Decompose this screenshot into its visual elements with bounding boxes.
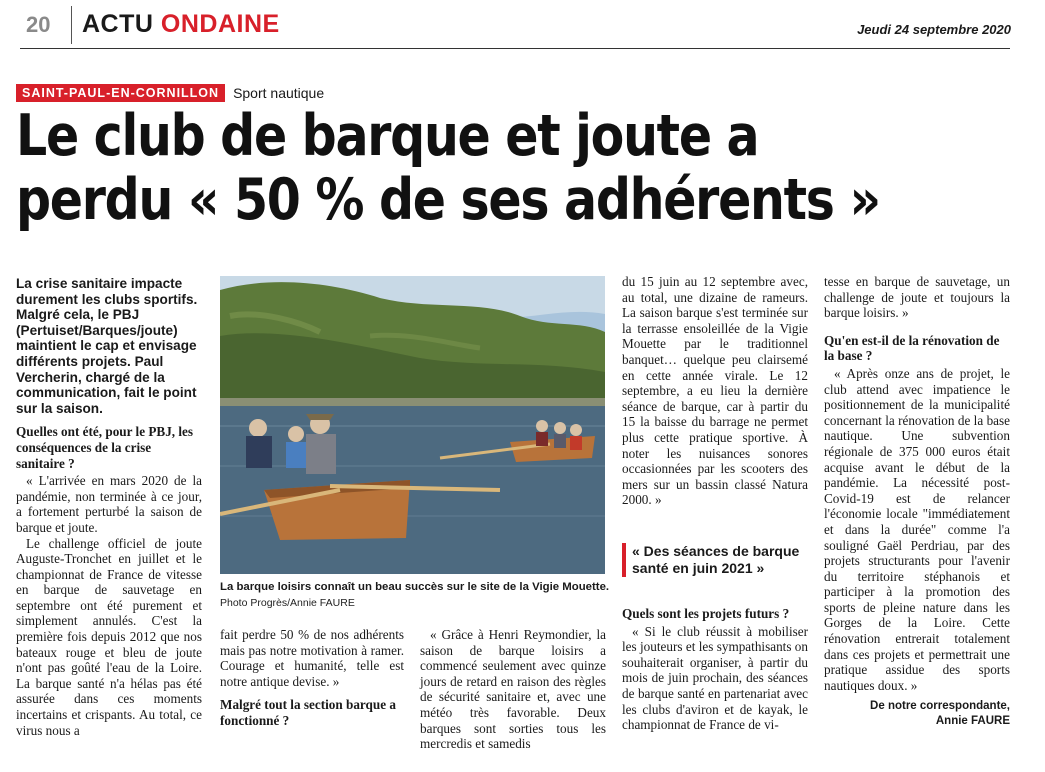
page-header (0, 0, 1045, 52)
section-title-part1: ACTU (82, 10, 154, 38)
question-3: Quels sont les projets futurs ? (622, 606, 790, 621)
header-rule (20, 48, 1010, 49)
headline-line-2: perdu « 50 % de ses adhérents » (16, 167, 880, 233)
article-lede: La crise sanitaire impacte durement les clubs sportifs. Malgré cela, le PBJ (Pertuiset/Barques/joute) maintient le cap et envisage différents projets. Paul Vercherin, chargé de la communication, fait le point sur la saison. (16, 276, 198, 416)
article-column-3 (420, 627, 606, 752)
paragraph: tesse en barque de sauvetage, un challenge de joute et toujours la barque loisirs. » (824, 274, 1010, 321)
headline (16, 103, 880, 233)
question-2: Malgré tout la section barque a fonctionné ? (220, 697, 396, 728)
question-1: Quelles ont été, pour le PBJ, les conséquences de la crise sanitaire ? (16, 424, 194, 471)
photo-caption: La barque loisirs connaît un beau succès sur le site de la Vigie Mouette. (220, 581, 610, 593)
signature-line-1: De notre correspondante, (870, 700, 1010, 713)
paragraph: « L'arrivée en mars 2020 de la pandémie, non terminée à ce jour, a fortement perturbé la saison de barque et joute. (16, 473, 202, 535)
paragraph: « Si le club réussit à mobiliser les jouteurs et les sympathisants on souhaiterait organiser, à partir du mois de juin prochain, des séances de barque santé en partenariat avec les clubs d'aviron et de kayak, le championnat de France de vi- (622, 623, 808, 733)
locality-label: SAINT-PAUL-EN-CORNILLON (16, 84, 225, 102)
paragraph: « Grâce à Henri Reymondier, la saison de barque loisirs a commencé seulement avec quinze jours de retard en raison des règles de sécurité sanitaire et, avec une météo très favorable. Deux barques sont sorties tous les mercredis et samedis (420, 627, 606, 752)
pull-quote: « Des séances de barque santé en juin 2021 » (622, 543, 812, 577)
article-column-1 (16, 276, 202, 738)
article-column-5 (824, 274, 1010, 729)
headline-line-1: Le club de barque et joute a (16, 103, 759, 169)
article-column-2 (220, 627, 404, 731)
article-column-4-bottom (622, 606, 808, 733)
rubric-label: Sport nautique (233, 85, 325, 101)
kicker (16, 84, 324, 102)
article-photo (220, 276, 605, 574)
section-title-part2: ONDAINE (160, 10, 280, 38)
paragraph: du 15 juin au 12 septembre avec, au total, une dizaine de rameurs. La saison barque s'est terminée sur la terrasse ensoleillée de la Vigie Mouette par le traditionnel banquet… quelque peu clairsemé en cette année virale. Le 12 septembre, a eu lieu la dernière séance de barque, car à partir du 15 la baisse du barrage ne permet plus cette pratique sportive. À noter les nuisances sonores occasionnées par les scooters des mers sur un bassin classé Natura 2000. » (622, 274, 808, 508)
section-title (82, 10, 280, 39)
signature-author: Annie FAURE (935, 715, 1010, 728)
question-4: Qu'en est-il de la rénovation de la base ? (824, 332, 1000, 364)
issue-date: Jeudi 24 septembre 2020 (857, 22, 1011, 37)
article-column-4-top (622, 274, 808, 508)
rowing-boats-illustration (220, 276, 605, 574)
paragraph: « Après onze ans de projet, le club attend avec impatience le positionnement de la municipalité concernant la rénovation de la base nautique. Une subvention régionale de 375 000 euros était acquise avant le début de la pandémie. La nécessité post-Covid-19 est de relancer l'économie locale "immédiatement et dans la durée" comme l'a souligné Gaël Perdriau, par des projets structurants pour l'avenir du territoire stéphanois et participer à la promotion des sports de pleine nature dans les Gorges de la Loire. Cette rénovation entrerait totalement dans ces projets et permettrait une pratique assidue des sports nautiques doux. » (824, 365, 1010, 693)
page-number: 20 (26, 12, 51, 37)
photo-credit: Photo Progrès/Annie FAURE (220, 597, 355, 609)
paragraph: Le challenge officiel de joute Auguste-Tronchet en juillet et le championnat de France de vitesse en barque de sauvetage en septembre ont été purement et simplement annulés. C'est la première fois depuis 2012 que nos bateaux rouge et bleu de joute n'ont pas goûté l'eau de la Loire. La barque santé n'a hélas pas été assurée dans ces moments incertains et crispants. Au total, ce virus nous a (16, 535, 202, 738)
paragraph: fait perdre 50 % de nos adhérents mais pas notre motivation à ramer. Courage et humanité, telle est notre antique devise. » (220, 627, 404, 689)
header-divider (71, 6, 72, 44)
author-signature (824, 699, 1010, 729)
